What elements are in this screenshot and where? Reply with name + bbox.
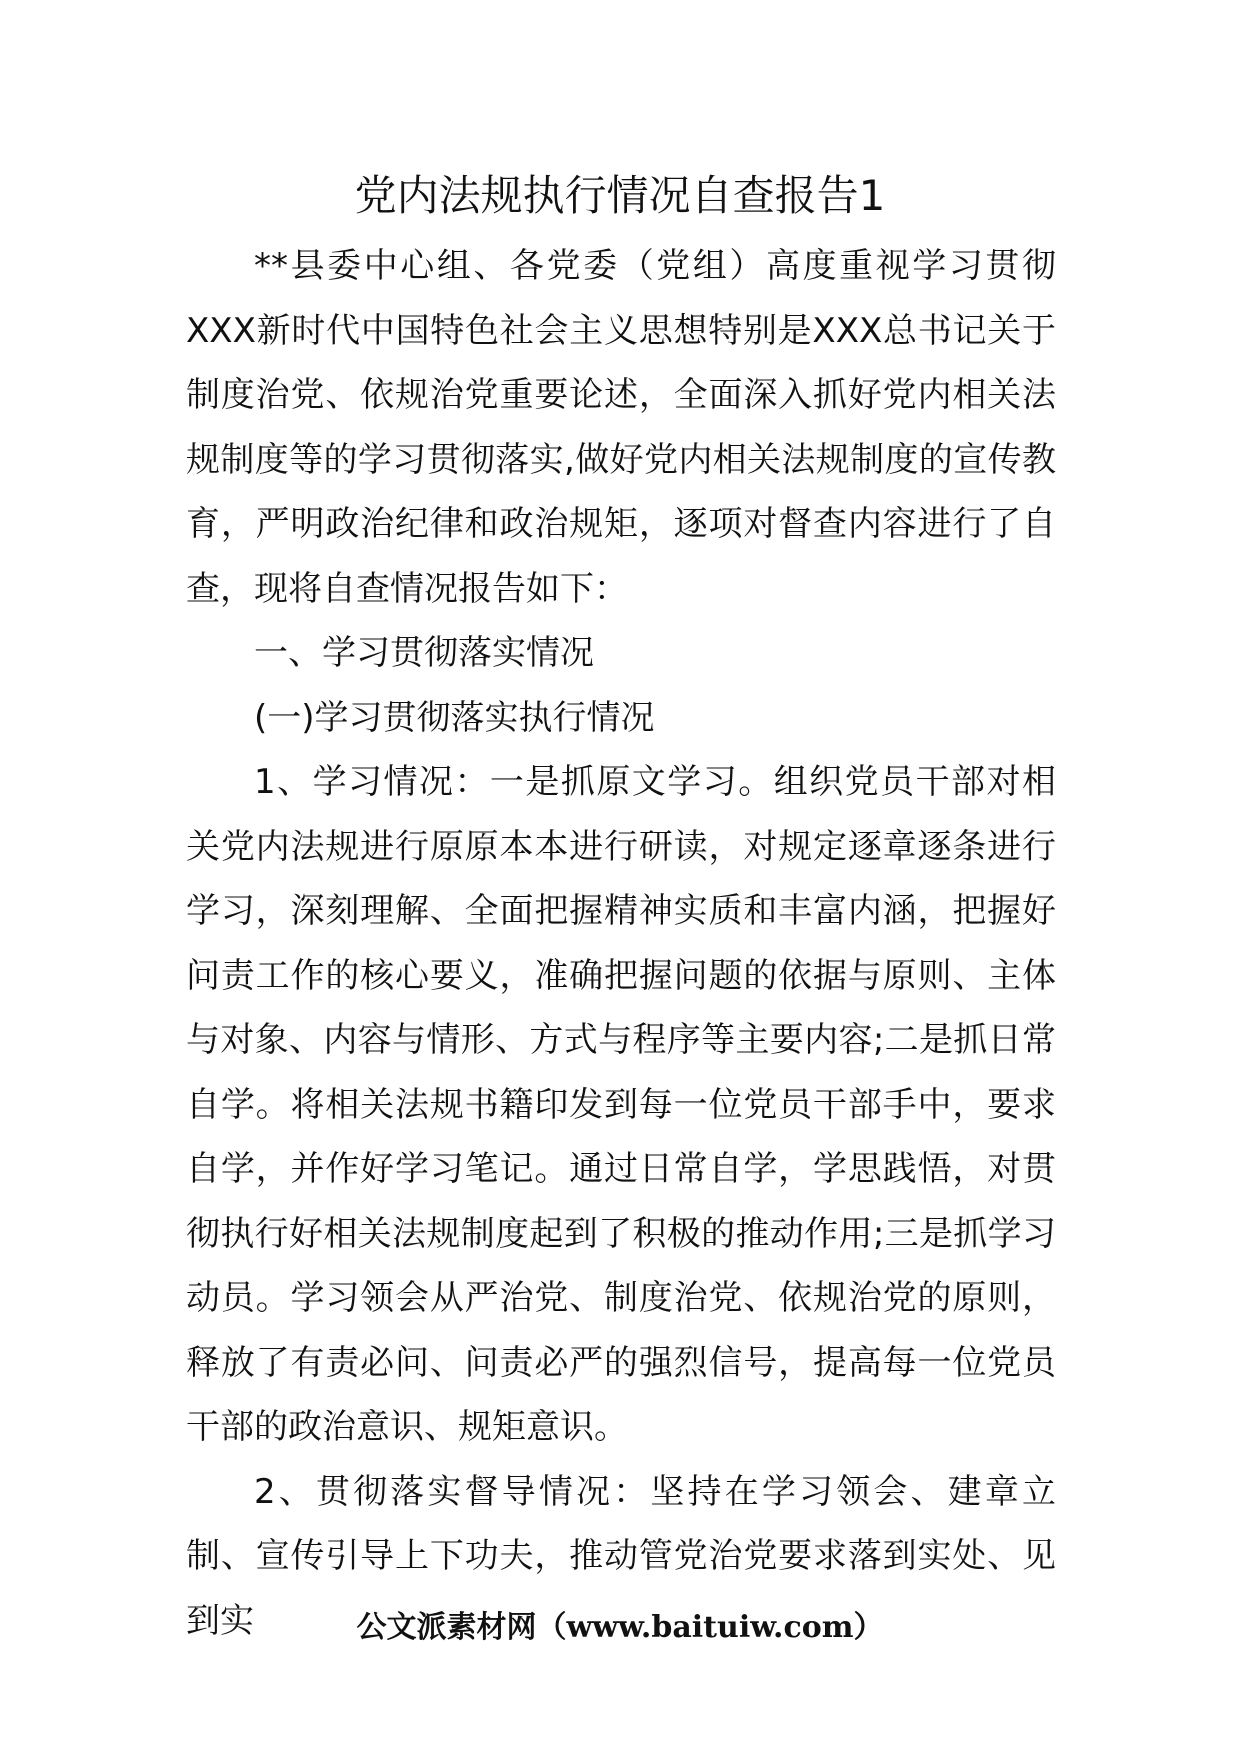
study-paragraph: 1、学习情况：一是抓原文学习。组织党员干部对相关党内法规进行原原本本进行研读，对规定逐章逐条进行学习，深刻理解、全面把握精神实质和丰富内涵，把握好问责工作的核心要义，准确把握问题的依据与原则、主体与对象、内容与情形、方式与程序等主要内容;二是抓日常自学。将相关法规书籍印发到每一位党员干部手中，要求自学，并作好学习笔记。通过日常自学，学思践悟，对贯彻执行好相关法规制度起到了积极的推动作用;三是抓学习动员。学习领会从严治党、制度治党、依规治党的原则，释放了有责必问、问责必严的强烈信号，提高每一位党员干部的政治意识、规矩意识。 [186, 762, 1056, 1447]
supervision-paragraph: 2、贯彻落实督导情况：坚持在学习领会、建章立制、宣传引导上下功夫，推动管党治党要求落到实处、见到实 [186, 1471, 1056, 1641]
source-footer: 公文派素材网（www.baituiw.com） [356, 1610, 884, 1645]
subsection-heading: (一)学习贯彻落实执行情况 [254, 697, 655, 738]
document-title: 党内法规执行情况自查报告1 [354, 171, 886, 220]
intro-paragraph: **县委中心组、各党委（党组）高度重视学习贯彻XXX新时代中国特色社会主义思想特别是XXX总书记关于制度治党、依规治党重要论述，全面深入抓好党内相关法规制度等的学习贯彻落实,做好党内相关法规制度的宣传教育，严明政治纪律和政治规矩，逐项对督查内容进行了自查，现将自查情况报告如下： [186, 246, 1056, 609]
section-heading: 一、学习贯彻落实情况 [254, 633, 594, 673]
document-body [186, 234, 1056, 1653]
